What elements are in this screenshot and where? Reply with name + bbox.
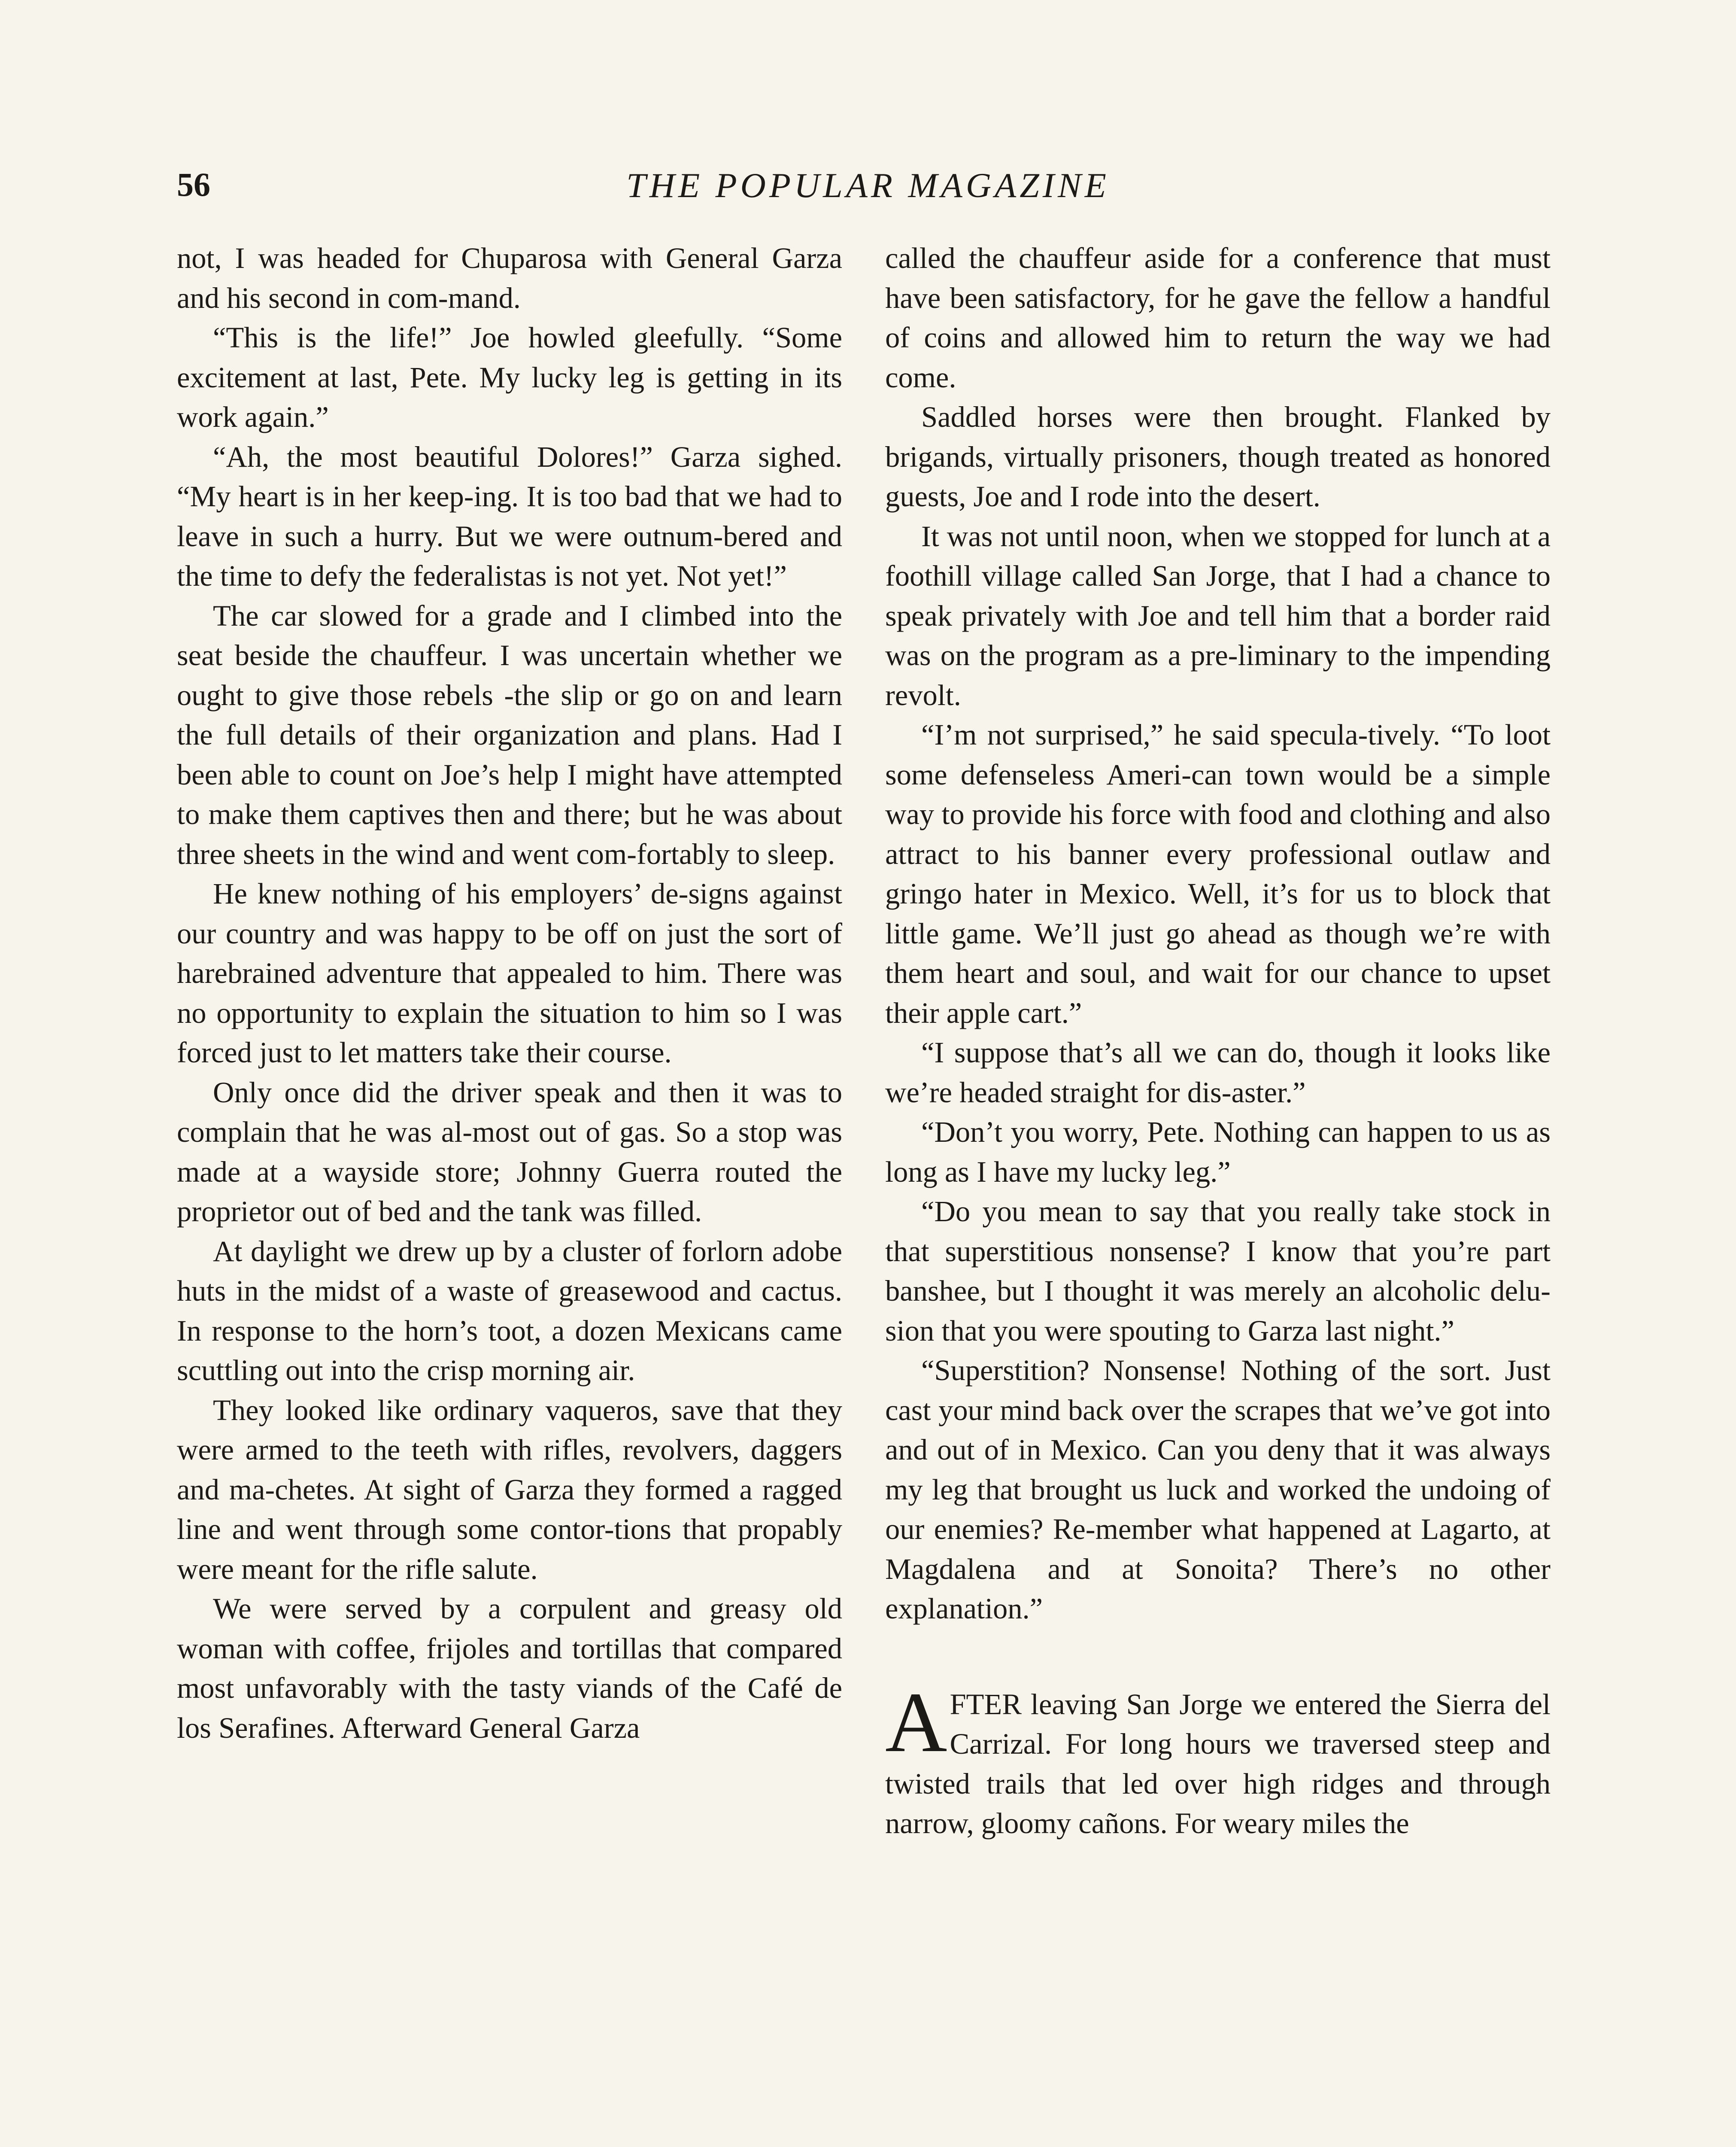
paragraph: “Do you mean to say that you really take stock in that superstitious nonsense? I know that you’re part banshee, but I thought it was merely an alcoholic delu-sion that you were spouting to Garza last night.” xyxy=(885,1195,1551,1347)
paragraph: Only once did the driver speak and then it was to complain that he was al-most out of gas. So a stop was made at a wayside store; Johnny Guerra routed the proprietor out of bed and the tank was filled. xyxy=(177,1076,842,1228)
right-column xyxy=(885,238,1551,1843)
page-number: 56 xyxy=(177,166,210,203)
left-column xyxy=(177,238,842,1748)
paragraph: “I suppose that’s all we can do, though it looks like we’re headed straight for dis-aster.” xyxy=(885,1036,1551,1109)
paragraph: The car slowed for a grade and I climbed into the seat beside the chauffeur. I was uncertain whether we ought to give those rebels -the slip or go on and learn the full details of their organization and plans. Had I been able to count on Joe’s help I might have attempted to make them captives then and there; but he was about three sheets in the wind and went com-fortably to sleep. xyxy=(177,599,842,870)
running-head: THE POPULAR MAGAZINE xyxy=(626,166,1110,205)
paragraph: “This is the life!” Joe howled gleefully. “Some excitement at last, Pete. My lucky leg is getting in its work again.” xyxy=(177,321,842,433)
paragraph: “Superstition? Nonsense! Nothing of the sort. Just cast your mind back over the scrapes that we’ve got into and out of in Mexico. Can you deny that it was always my leg that brought us luck and worked the undoing of our enemies? Re-member what happened at Lagarto, at Magdalena and at Sonoita? There’s no other explanation.” xyxy=(885,1354,1551,1625)
section-start-paragraph: AFTER leaving San Jorge we entered the Sierra del Carrizal. For long hours we traversed steep and twisted trails that led over high ridges and through narrow, gloomy cañons. For weary miles the xyxy=(885,1675,1551,1840)
paragraph: At daylight we drew up by a cluster of forlorn adobe huts in the midst of a waste of greasewood and cactus. In response to the horn’s toot, a dozen Mexicans came scuttling out into the crisp morning air. xyxy=(177,1235,842,1387)
page-header xyxy=(177,165,1559,213)
paragraph: We were served by a corpulent and greasy old woman with coffee, frijoles and tortillas that compared most unfavorably with the tasty viands of the Café de los Serafines. Afterward General Garza xyxy=(177,1592,842,1744)
paragraph: He knew nothing of his employers’ de-signs against our country and was happy to be off on just the sort of harebrained adventure that appealed to him. There was no opportunity to explain the situation to him so I was forced just to let matters take their course. xyxy=(177,877,842,1069)
paragraph: “Don’t you worry, Pete. Nothing can happen to us as long as I have my lucky leg.” xyxy=(885,1116,1551,1188)
paragraph: not, I was headed for Chuparosa with General Garza and his second in com-mand. xyxy=(177,242,842,314)
paragraph: “I’m not surprised,” he said specula-tively. “To loot some defenseless Ameri-can town would be a simple way to provide his force with food and clothing and also attract to his banner every professional outlaw and gringo hater in Mexico. Well, it’s for us to block that little game. We’ll just go ahead as though we’re with them heart and soul, and wait for our chance to upset their apple cart.” xyxy=(885,718,1551,1029)
paragraph: “Ah, the most beautiful Dolores!” Garza sighed. “My heart is in her keep-ing. It is too bad that we had to leave in such a hurry. But we were outnum-bered and the time to defy the federalistas is not yet. Not yet!” xyxy=(177,440,842,592)
paragraph: Saddled horses were then brought. Flanked by brigands, virtually prisoners, though treated as honored guests, Joe and I rode into the desert. xyxy=(885,401,1551,513)
paragraph: called the chauffeur aside for a conference that must have been satisfactory, for he gave the fellow a handful of coins and allowed him to return the way we had come. xyxy=(885,242,1551,394)
paragraph: It was not until noon, when we stopped for lunch at a foothill village called San Jorge, that I had a chance to speak privately with Joe and tell him that a border raid was on the program as a pre-liminary to the impending revolt. xyxy=(885,520,1551,712)
paragraph: They looked like ordinary vaqueros, save that they were armed to the teeth with rifles, revolvers, daggers and ma-chetes. At sight of Garza they formed a ragged line and went through some contor-tions that propably were meant for the rifle salute. xyxy=(177,1393,842,1585)
